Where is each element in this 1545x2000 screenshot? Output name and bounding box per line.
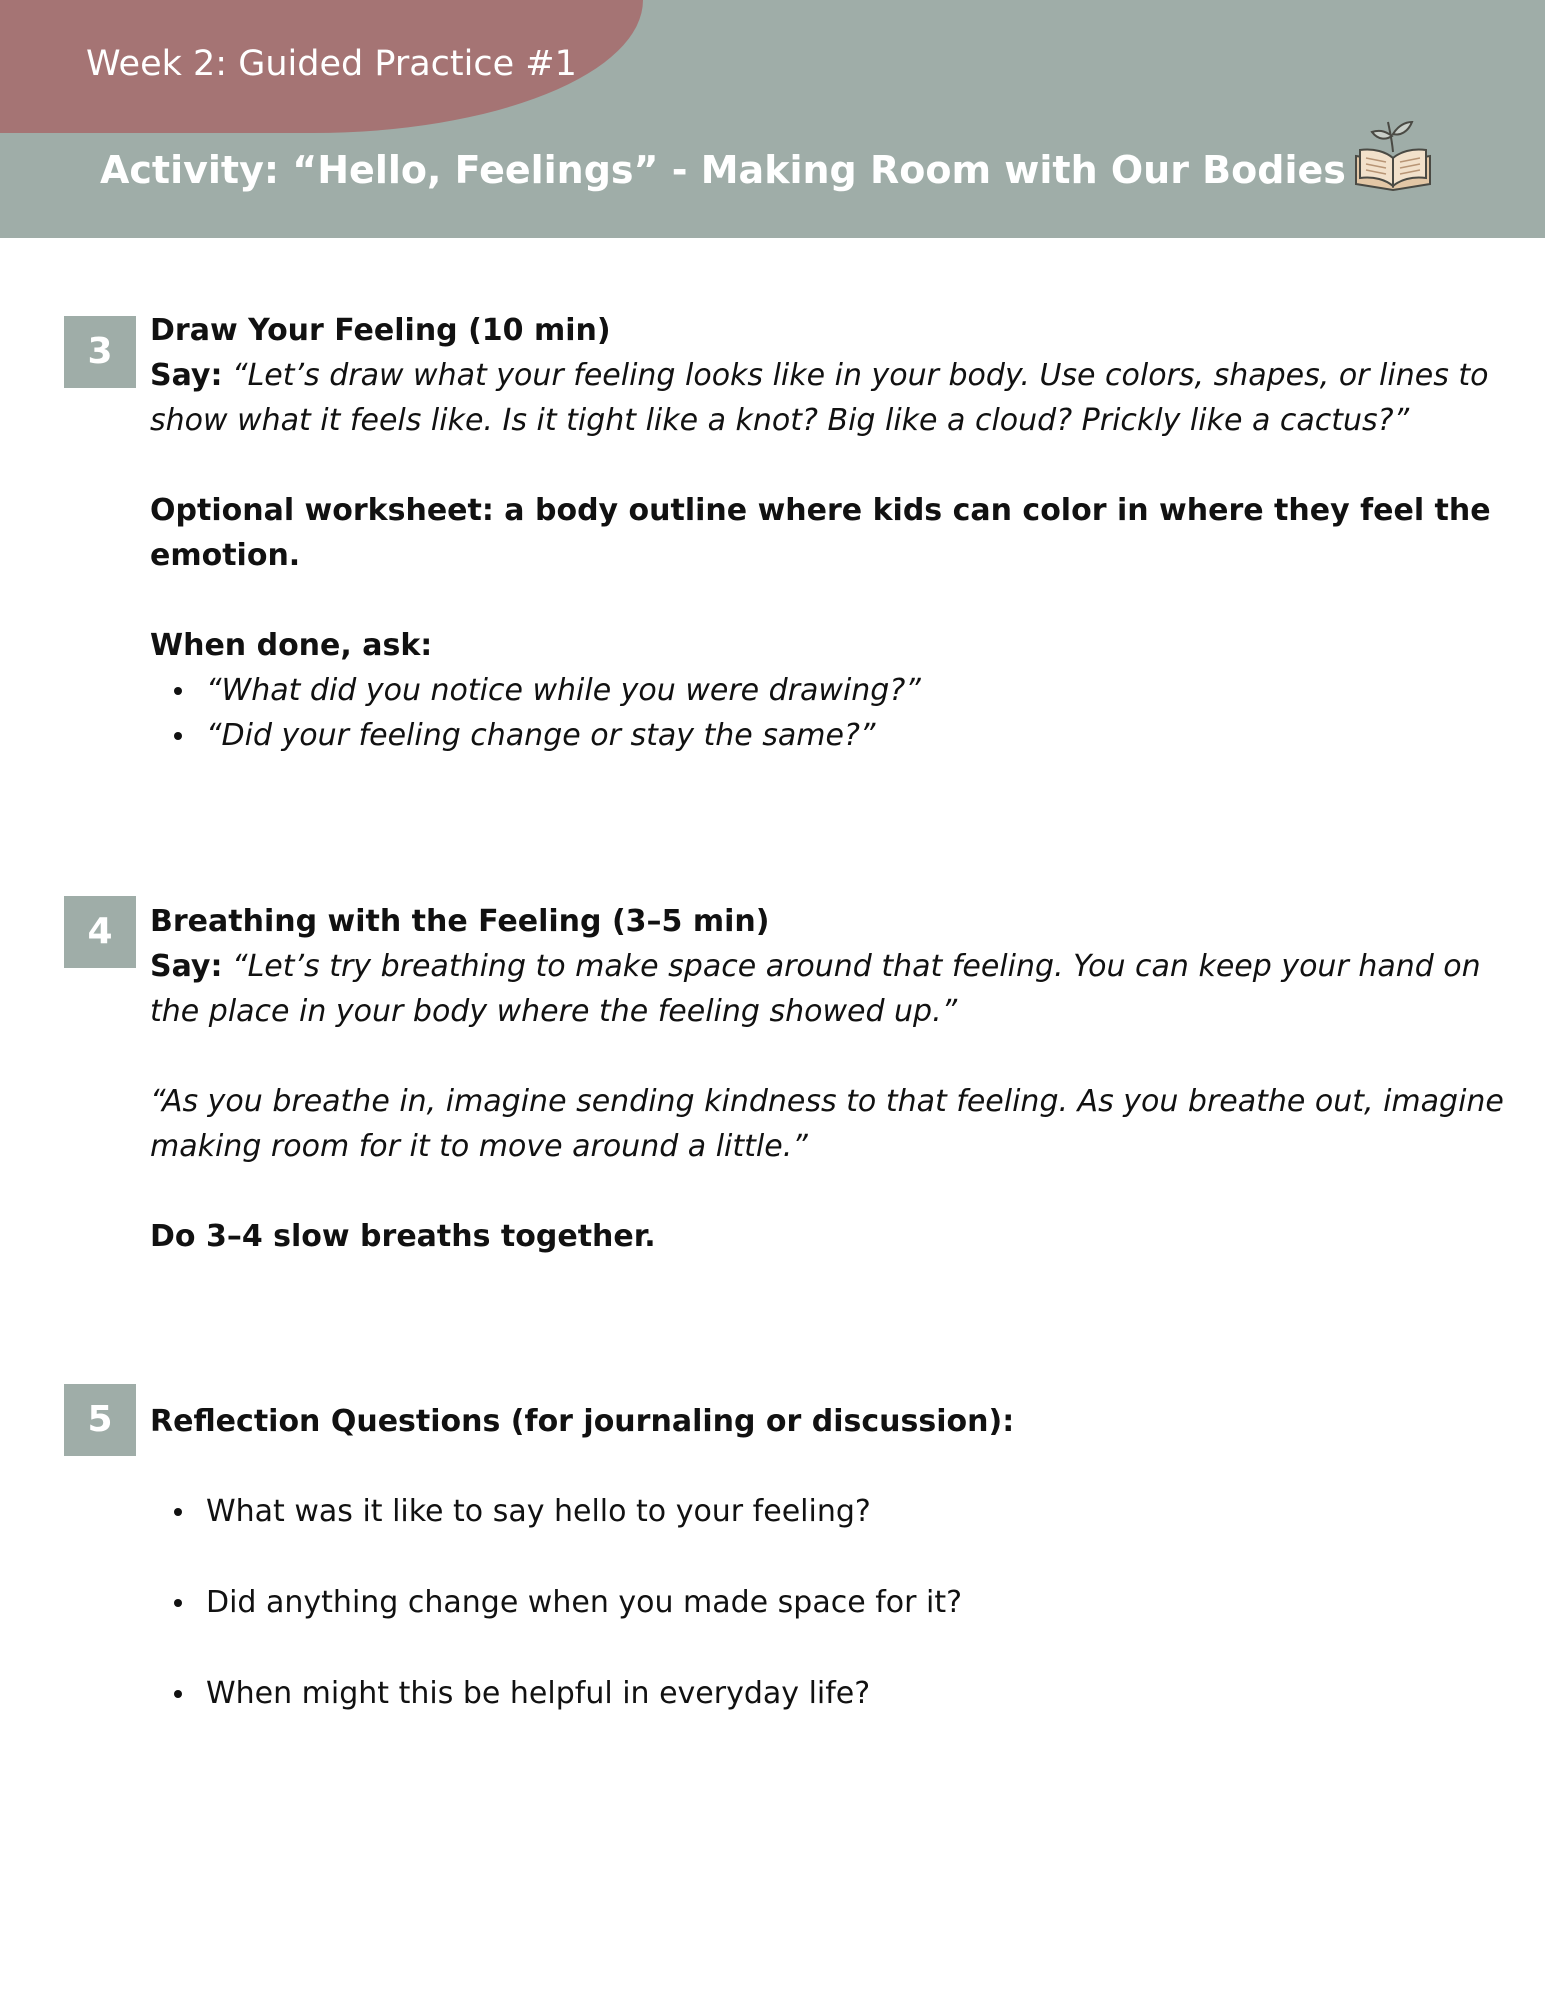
ask-list (150, 668, 1520, 758)
week-title: Week 2: Guided Practice #1 (86, 44, 577, 84)
section-reflection (150, 1399, 1520, 1762)
reflection-list (150, 1489, 1520, 1716)
section-draw-your-feeling (150, 308, 1520, 758)
section-title: Reflection Questions (for journaling or discussion): (150, 1404, 1015, 1439)
breath-instruction: Do 3–4 slow breaths together. (150, 1219, 656, 1254)
step-number-5: 5 (64, 1384, 136, 1456)
breathing-quote: “As you breathe in, imagine sending kindness to that feeling. As you breathe out, imagine making room for it to move around a little.” (150, 1084, 1504, 1164)
header-band (0, 0, 1545, 238)
say-label: Say: (150, 949, 223, 984)
list-item: “Did your feeling change or stay the same?” (206, 713, 1520, 758)
list-item: What was it like to say hello to your feeling? (206, 1489, 1520, 1534)
say-text: “Let’s try breathing to make space around that feeling. You can keep your hand on the place in your body where the feeling showed up.” (150, 949, 1481, 1029)
section-title: Draw Your Feeling (10 min) (150, 313, 611, 348)
activity-title: Activity: “Hello, Feelings” - Making Room with Our Bodies (100, 148, 1346, 192)
step-number-4: 4 (64, 896, 136, 968)
say-paragraph (150, 944, 1520, 1034)
worksheet-note: Optional worksheet: a body outline where kids can color in where they feel the emotion. (150, 493, 1491, 573)
list-item: “What did you notice while you were drawing?” (206, 668, 1520, 713)
section-title: Breathing with the Feeling (3–5 min) (150, 904, 770, 939)
step-number-3: 3 (64, 316, 136, 388)
say-paragraph (150, 353, 1520, 443)
open-book-sprout-icon (1350, 116, 1436, 194)
section-breathing (150, 899, 1520, 1259)
ask-label: When done, ask: (150, 628, 433, 663)
list-item: When might this be helpful in everyday life? (206, 1671, 1520, 1716)
list-item: Did anything change when you made space for it? (206, 1580, 1520, 1625)
say-text: “Let’s draw what your feeling looks like in your body. Use colors, shapes, or lines to show what it feels like. Is it tight like a knot? Big like a cloud? Prickly like a cactus?” (150, 358, 1489, 438)
say-label: Say: (150, 358, 223, 393)
